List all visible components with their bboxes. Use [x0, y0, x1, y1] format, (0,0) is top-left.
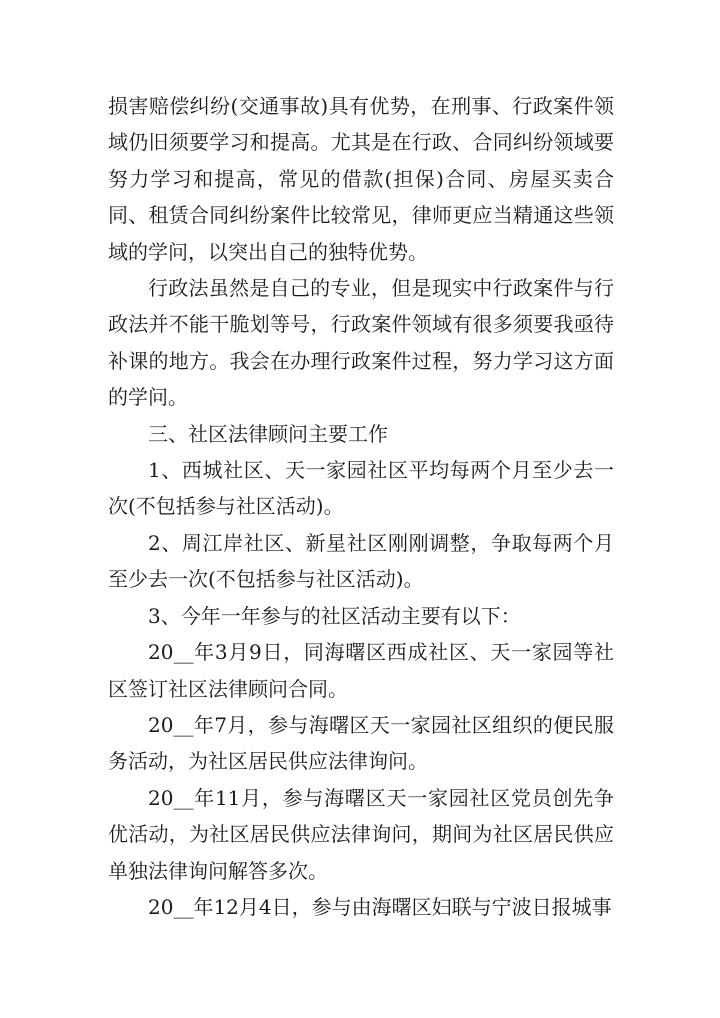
list-item: 3、今年一年参与的社区活动主要有以下：	[148, 603, 521, 628]
event-entry: 20__年11月，参与海曙区天一家园社区党员创先争优活动，为社区居民供应法律询问，期间为社区居民供应单独法律询问解答多次。	[108, 785, 614, 883]
body-paragraph: 损害赔偿纠纷(交通事故)具有优势，在刑事、行政案件领域仍旧须要学习和提高。尤其是在行政、合同纠纷领域要努力学习和提高，常见的借款(担保)合同、房屋买卖合同、租赁合同纠纷案件比较常见，律师更应当精通这些领域的学问，以突出自己的独特优势。	[108, 94, 614, 264]
event-entry: 20__年12月4日，参与由海曙区妇联与宁波日报城事	[148, 894, 612, 919]
list-item: 2、周江岸社区、新星社区刚刚调整，争取每两个月至少去一次(不包括参与社区活动)。	[108, 530, 614, 592]
body-paragraph: 行政法虽然是自己的专业，但是现实中行政案件与行政法并不能干脆划等号，行政案件领域有很多须要我亟待补课的地方。我会在办理行政案件过程，努力学习这方面的学问。	[108, 276, 614, 410]
section-heading: 三、社区法律顾问主要工作	[148, 421, 388, 446]
list-item: 1、西城社区、天一家园社区平均每两个月至少去一次(不包括参与社区活动)。	[108, 458, 614, 519]
event-entry: 20__年7月，参与海曙区天一家园社区组织的便民服务活动，为社区居民供应法律询问。	[108, 712, 614, 774]
event-entry: 20__年3月9日，同海曙区西成社区、天一家园等社区签订社区法律顾问合同。	[108, 640, 614, 701]
document-page	[108, 88, 614, 925]
